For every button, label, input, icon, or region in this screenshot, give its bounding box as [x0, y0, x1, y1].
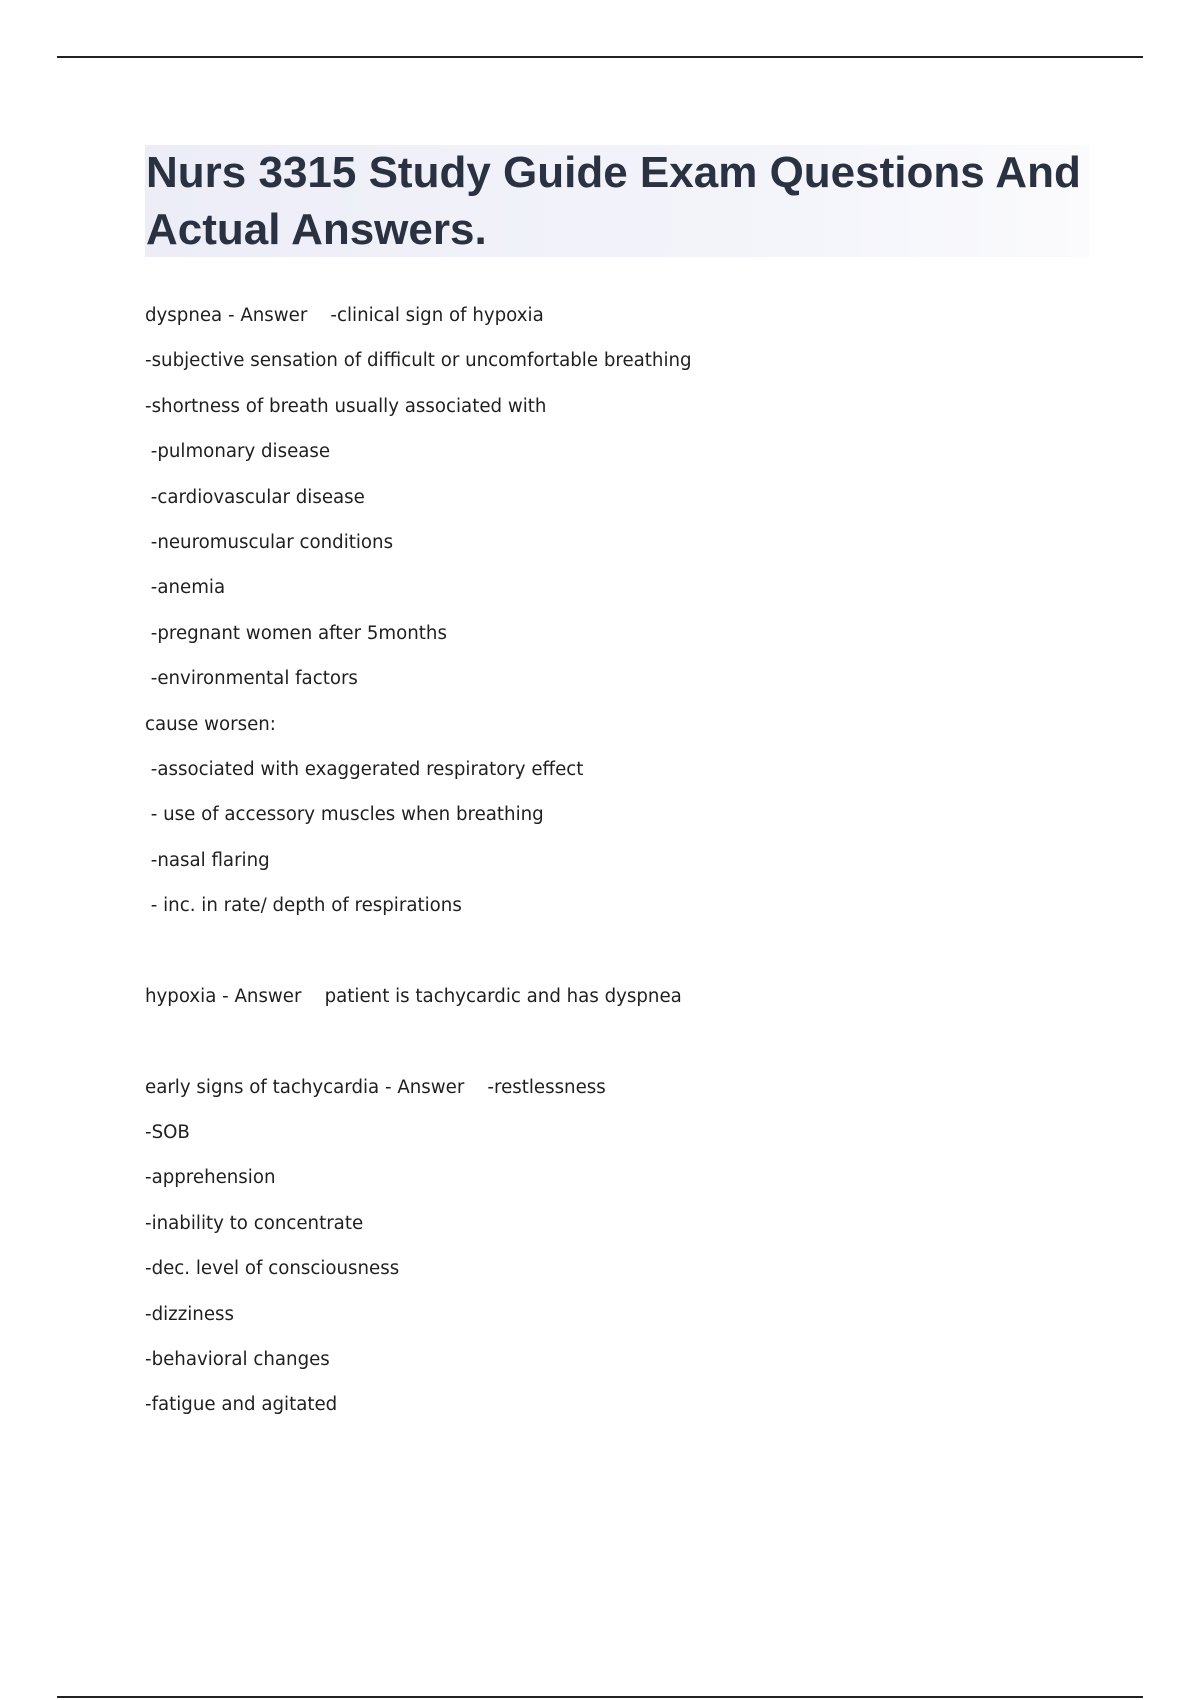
text-line: -subjective sensation of difficult or uncomfortable breathing [145, 350, 692, 372]
footer-rule [57, 1696, 1143, 1698]
text-line: -dec. level of consciousness [145, 1258, 400, 1280]
qa-block-tachycardia [145, 1072, 1085, 1435]
text-line: -cardiovascular disease [145, 486, 365, 508]
text-line: -nasal flaring [145, 849, 270, 871]
text-line: -pregnant women after 5months [145, 622, 447, 644]
block-spacer [145, 935, 1085, 980]
text-line: cause worsen: [145, 713, 276, 735]
text-line: -apprehension [145, 1167, 276, 1189]
qa-block-hypoxia [145, 981, 1085, 1026]
text-line: -neuromuscular conditions [145, 531, 394, 553]
text-line: -pulmonary disease [145, 441, 331, 463]
text-line: - use of accessory muscles when breathing [145, 804, 544, 826]
text-line: -anemia [145, 577, 226, 599]
text-line: -inability to concentrate [145, 1212, 364, 1234]
text-line: -SOB [145, 1122, 190, 1144]
text-line: -shortness of breath usually associated with [145, 395, 547, 417]
text-line: -environmental factors [145, 668, 358, 690]
qa-block-dyspnea [145, 300, 1085, 935]
text-line: -dizziness [145, 1303, 234, 1325]
text-line: early signs of tachycardia - Answer -restlessness [145, 1076, 606, 1098]
text-line: dyspnea - Answer -clinical sign of hypoxia [145, 305, 544, 326]
document-title: Nurs 3315 Study Guide Exam Questions And Actual Answers. [146, 148, 1081, 254]
document-body [145, 300, 1085, 1435]
text-line: -fatigue and agitated [145, 1394, 338, 1416]
text-line: hypoxia - Answer patient is tachycardic and has dyspnea [145, 985, 682, 1007]
block-spacer [145, 1026, 1085, 1071]
header-rule [57, 56, 1143, 58]
text-line: -behavioral changes [145, 1348, 330, 1370]
text-line: - inc. in rate/ depth of respirations [145, 895, 462, 917]
text-line: -associated with exaggerated respiratory effect [145, 758, 584, 780]
